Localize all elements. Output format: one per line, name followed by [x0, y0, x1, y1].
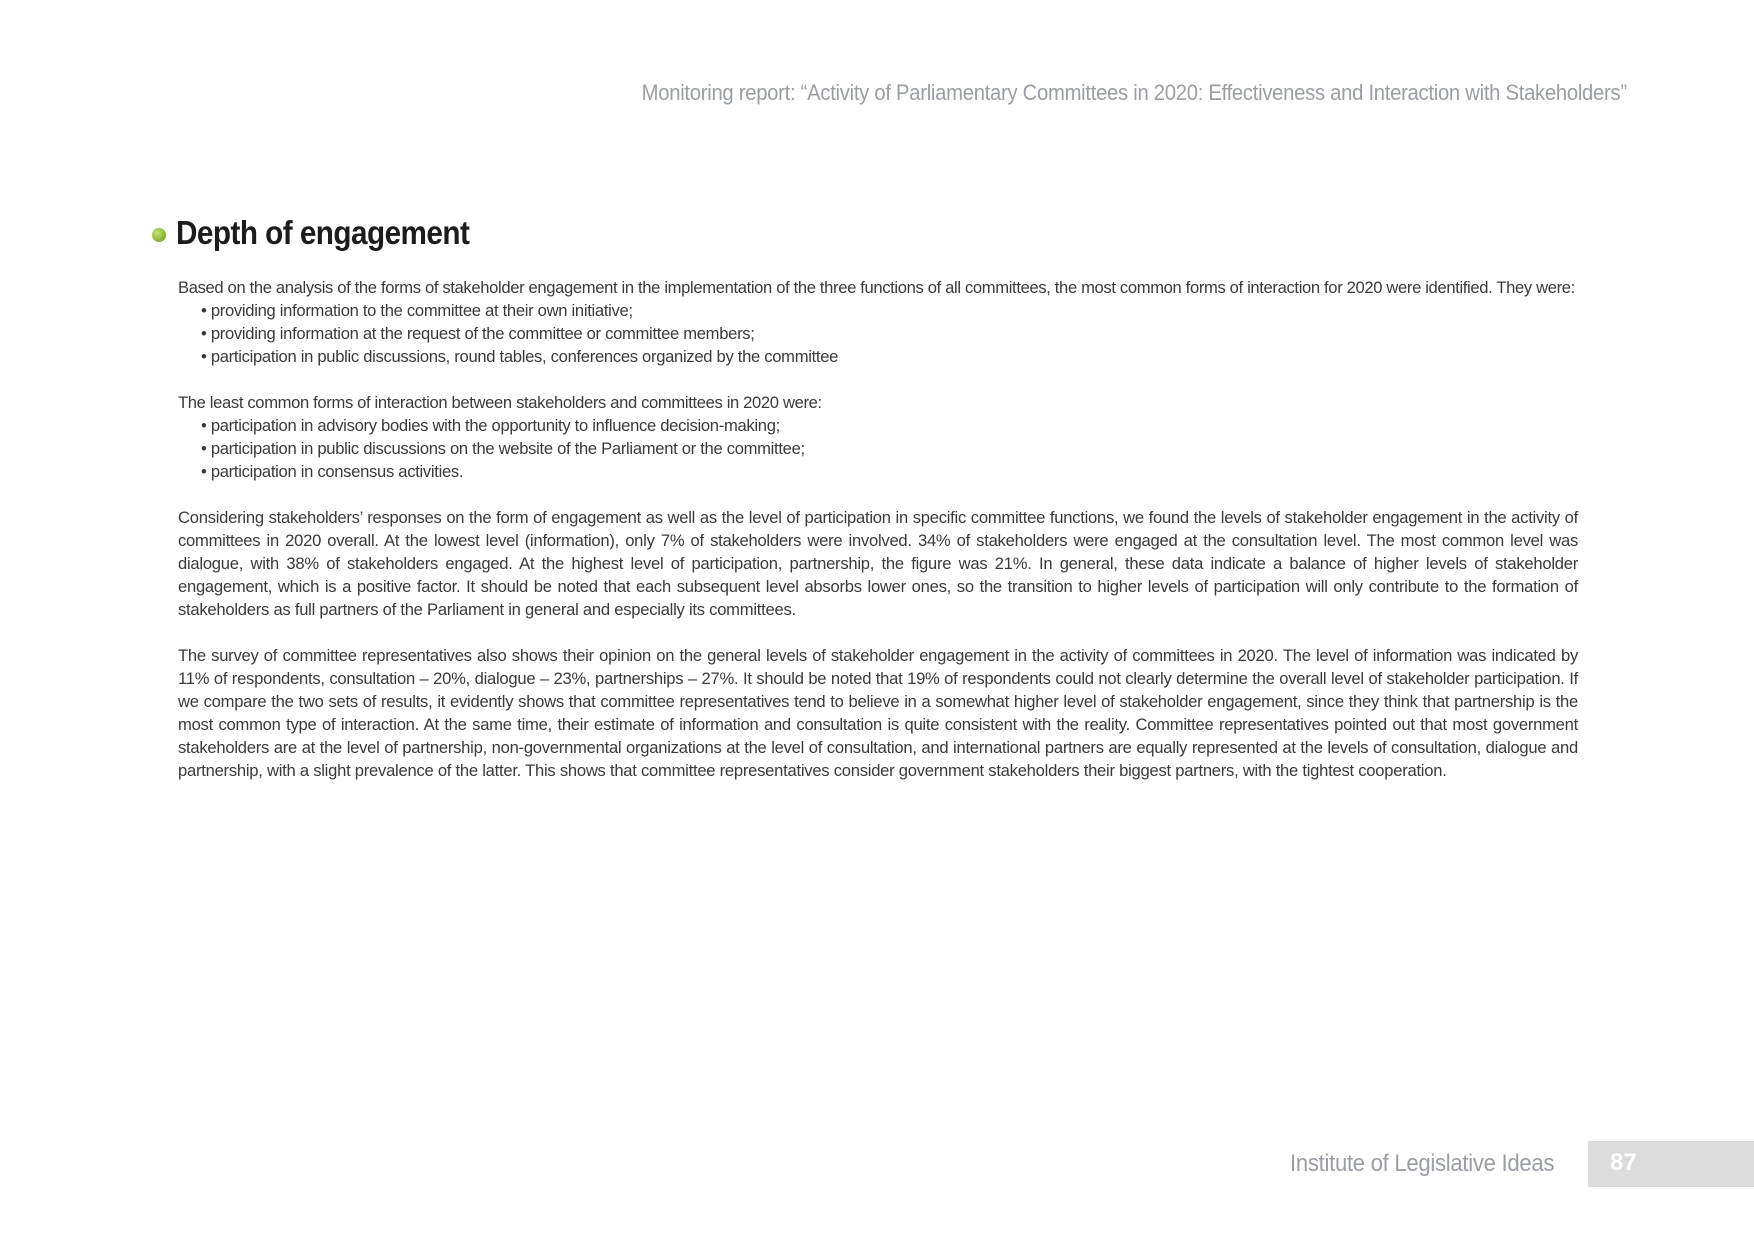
list-item: • providing information to the committee at their own initiative;	[201, 301, 633, 320]
report-header-title: Monitoring report: “Activity of Parliamentary Committees in 2020: Effectiveness and Interaction with Stakeholders”	[641, 80, 1627, 105]
spacer	[178, 621, 1578, 644]
section-heading	[152, 214, 502, 252]
least-forms-intro: The least common forms of interaction between stakeholders and committees in 2020 were:	[178, 393, 822, 412]
list-item: • participation in public discussions, round tables, conferences organized by the committee	[201, 347, 839, 366]
list-item: • participation in advisory bodies with the opportunity to influence decision-making;	[201, 416, 780, 435]
footer-organization: Institute of Legislative Ideas	[1289, 1150, 1554, 1177]
section-body	[178, 276, 1578, 782]
engagement-levels-paragraph: Considering stakeholders’ responses on the form of engagement as well as the level of participation in specific committee functions, we found the levels of stakeholder engagement in the activity of committees in 2020 overall. At the lowest level (information), only 7% of stakeholders were involved. 34% of stakeholders were engaged at the consultation level. The most common level was dialogue, with 38% of stakeholders engaged. At the highest level of participation, partnership, the figure was 21%. In general, these data indicate a balance of higher levels of stakeholder engagement, which is a positive factor. It should be noted that each subsequent level absorbs lower ones, so the transition to higher levels of participation will only contribute to the formation of stakeholders as full partners of the Parliament in general and especially its committees.	[178, 508, 1578, 619]
intro-paragraph: Based on the analysis of the forms of stakeholder engagement in the implementation of the three functions of all committees, the most common forms of interaction for 2020 were identified. They were:	[178, 278, 1575, 297]
spacer	[178, 483, 1578, 506]
list-item: • participation in consensus activities.	[201, 462, 464, 481]
least-forms-list	[178, 414, 1578, 483]
spacer	[178, 368, 1578, 391]
survey-paragraph: The survey of committee representatives also shows their opinion on the general levels of stakeholder engagement in the activity of committees in 2020. The level of information was indicated by 11% of respondents, consultation – 20%, dialogue – 23%, partnerships – 27%. It should be noted that 19% of respondents could not clearly determine the overall level of stakeholder participation. If we compare the two sets of results, it evidently shows that committee representatives tend to believe in a somewhat higher level of stakeholder engagement, since they think that partnership is the most common type of interaction. At the same time, their estimate of information and consultation is quite consistent with the reality. Committee representatives pointed out that most government stakeholders are at the level of partnership, non-governmental organizations at the level of consultation, and international partners are equally represented at the levels of consultation, dialogue and partnership, with a slight prevalence of the latter. This shows that committee representatives consider government stakeholders their biggest partners, with the tightest cooperation.	[178, 646, 1578, 780]
common-forms-list	[178, 299, 1578, 368]
green-bullet-icon	[152, 228, 166, 242]
list-item: • participation in public discussions on the website of the Parliament or the committee;	[201, 439, 805, 458]
page-number-box	[1588, 1141, 1754, 1187]
page-number: 87	[1610, 1149, 1637, 1176]
section-title: Depth of engagement	[176, 214, 470, 251]
list-item: • providing information at the request of the committee or committee members;	[201, 324, 755, 343]
